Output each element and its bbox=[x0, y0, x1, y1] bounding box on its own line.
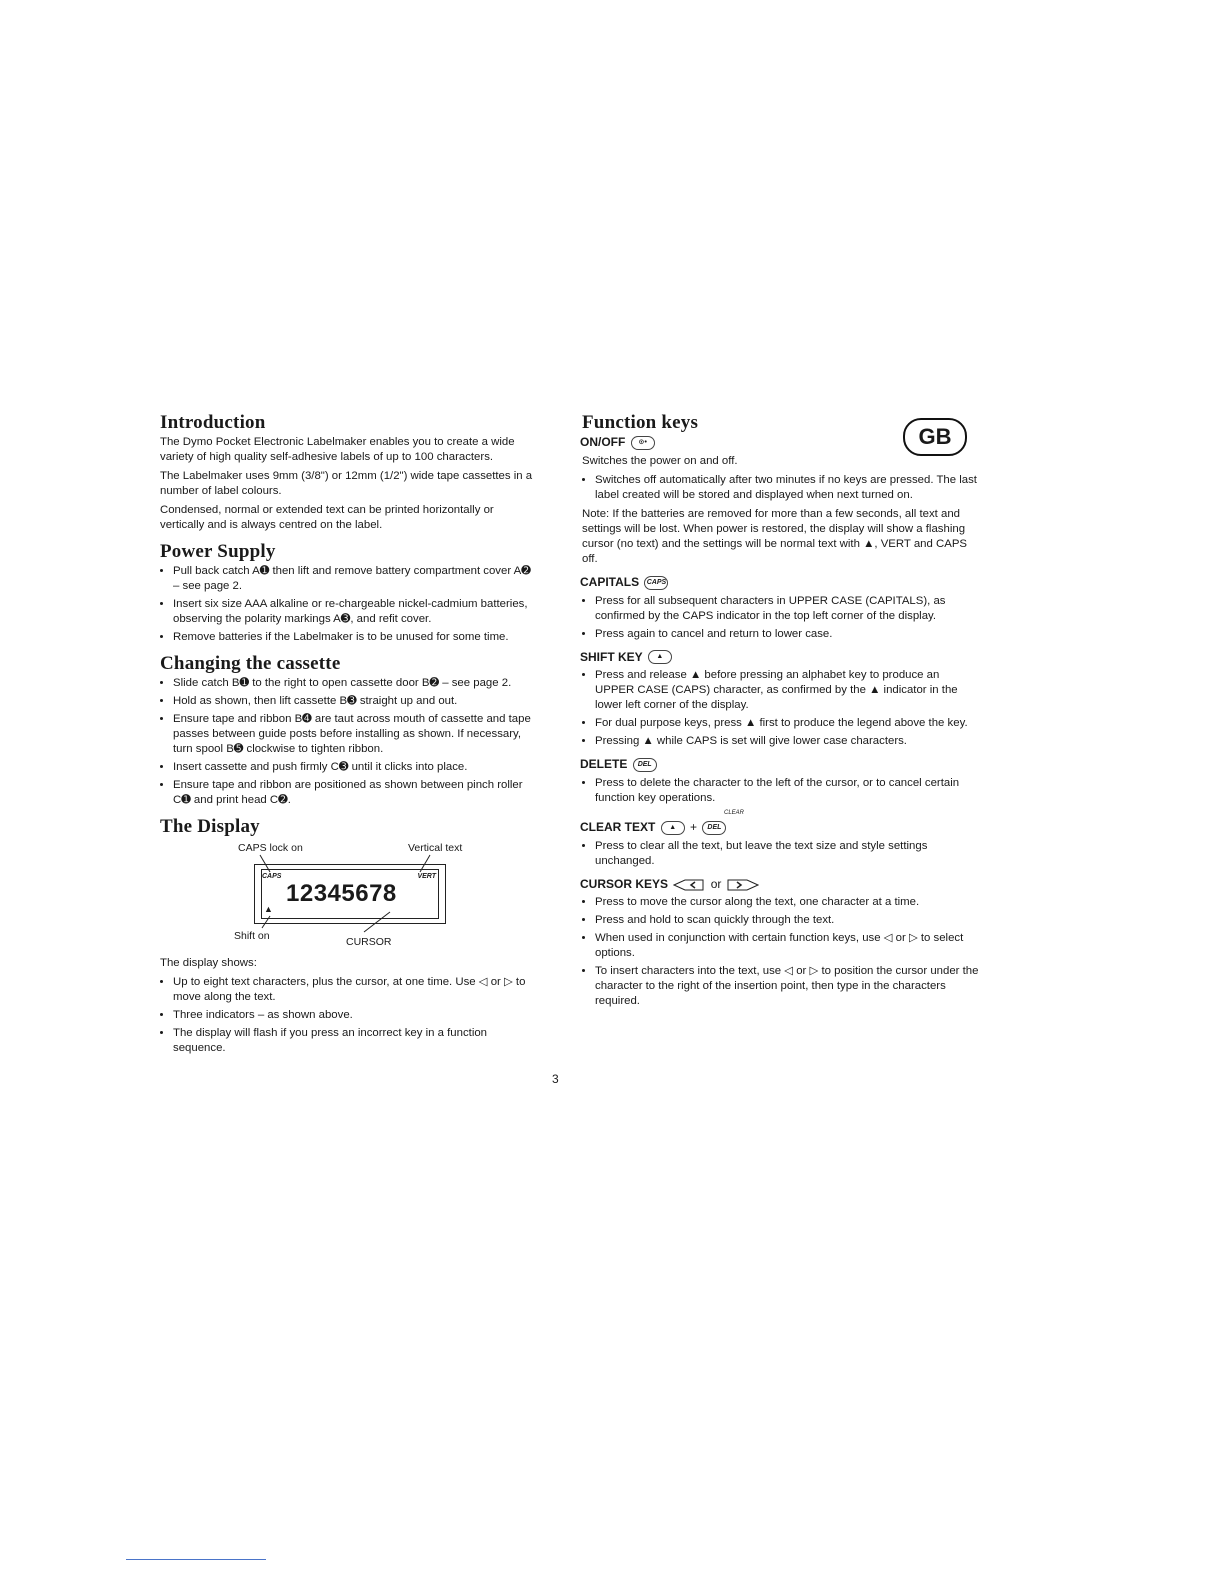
introduction-paragraph-1: The Dymo Pocket Electronic Labelmaker enables you to create a wide variety of high quality self-adhesive labels of up to 100 characters. bbox=[160, 436, 515, 463]
delete-heading bbox=[580, 757, 980, 772]
cassette-section bbox=[158, 653, 540, 808]
list-item: • Slide catch B➊ to the right to open cassette door B➋ – see page 2. bbox=[173, 676, 540, 691]
delete-heading-text: DELETE bbox=[580, 757, 628, 772]
list-item: • Three indicators – as shown above. bbox=[173, 1008, 540, 1023]
list-item: • Press and release ▲ before pressing an alphabet key to produce an UPPER CASE (CAPS) character, as confirmed by the ▲ indicator in the lower left corner of the display. bbox=[595, 668, 980, 713]
introduction-paragraph-3: Condensed, normal or extended text can be printed horizontally or vertically and is always centred on the label. bbox=[160, 504, 494, 531]
shift-heading-text: SHIFT KEY bbox=[580, 649, 643, 664]
capitals-section bbox=[580, 575, 980, 642]
display-diagram bbox=[158, 842, 540, 952]
list-item: • To insert characters into the text, use ◁ or ▷ to position the cursor under the character to the right of the insertion point, then type in the characters required. bbox=[595, 964, 980, 1009]
onoff-section bbox=[580, 435, 980, 567]
list-item: • Switches off automatically after two minutes if no keys are pressed. The last label created will be stored and displayed when next turned on. bbox=[595, 473, 980, 503]
cassette-heading: Changing the cassette bbox=[160, 653, 341, 674]
cursor-heading-text: CURSOR KEYS bbox=[580, 877, 669, 892]
or-text: or bbox=[710, 877, 722, 892]
list-item: • For dual purpose keys, press ▲ first to produce the legend above the key. bbox=[595, 716, 980, 731]
list-item: • Remove batteries if the Labelmaker is to be unused for some time. bbox=[173, 630, 540, 645]
display-shows-text: The display shows: bbox=[160, 957, 257, 969]
list-item: • Ensure tape and ribbon B➍ are taut across mouth of cassette and tape passes between guide posts before installing as shown. If necessary, turn spool B➎ clockwise to tighten ribbon. bbox=[173, 712, 540, 757]
introduction-section bbox=[158, 412, 540, 533]
power-key-icon: ⊙• bbox=[631, 436, 655, 450]
list-item: • Press and hold to scan quickly through the text. bbox=[595, 913, 980, 928]
onoff-paragraph: Switches the power on and off. bbox=[582, 454, 738, 467]
left-column bbox=[158, 412, 540, 1064]
caps-key-icon: CAPS bbox=[644, 576, 668, 590]
shift-on-label: Shift on bbox=[234, 930, 270, 942]
onoff-heading bbox=[580, 435, 980, 450]
cursor-left-icon bbox=[673, 879, 705, 891]
delete-section bbox=[580, 757, 980, 806]
shift-key-icon: ▲ bbox=[648, 650, 672, 664]
cursor-right-icon bbox=[727, 879, 759, 891]
clear-heading bbox=[580, 810, 980, 835]
capitals-heading bbox=[580, 575, 980, 590]
plus-sign: + bbox=[690, 820, 698, 835]
footer-rule bbox=[126, 1559, 266, 1560]
list-item: • Press to clear all the text, but leave the text size and style settings unchanged. bbox=[595, 839, 980, 869]
clear-heading-text: CLEAR TEXT bbox=[580, 820, 656, 835]
clear-key-legend: CLEAR bbox=[724, 810, 745, 817]
shift-key-icon: ▲ bbox=[661, 821, 685, 835]
caps-indicator: CAPS bbox=[262, 873, 282, 880]
list-item: • Insert cassette and push firmly C➌ until it clicks into place. bbox=[173, 760, 540, 775]
list-item: • The display will flash if you press an incorrect key in a function sequence. bbox=[173, 1026, 540, 1056]
list-item: • Ensure tape and ribbon are positioned as shown between pinch roller C➊ and print head C➋. bbox=[173, 778, 540, 808]
onoff-note: Note: If the batteries are removed for more than a few seconds, all text and settings will be lost. When power is restored, the display will show a flashing cursor (no text) and the settings will be normal text with ▲, VERT and CAPS off. bbox=[582, 507, 968, 565]
list-item: • Press to delete the character to the left of the cursor, or to cancel certain function key operations. bbox=[595, 776, 980, 806]
list-item: • Press to move the cursor along the text, one character at a time. bbox=[595, 895, 980, 910]
power-supply-list bbox=[158, 564, 540, 645]
shift-list bbox=[580, 668, 980, 749]
lcd-digits: 12345678 bbox=[286, 880, 397, 907]
capitals-heading-text: CAPITALS bbox=[580, 574, 640, 589]
power-supply-heading: Power Supply bbox=[160, 541, 276, 562]
diagram-leader-lines bbox=[158, 842, 458, 952]
introduction-heading: Introduction bbox=[160, 412, 266, 433]
introduction-paragraph-2: The Labelmaker uses 9mm (3/8") or 12mm (1/2") wide tape cassettes in a number of label colours. bbox=[160, 470, 533, 497]
delete-key-icon: DEL bbox=[633, 758, 657, 772]
list-item: • When used in conjunction with certain function keys, use ◁ or ▷ to select options. bbox=[595, 931, 980, 961]
list-item: • Pressing ▲ while CAPS is set will give lower case characters. bbox=[595, 734, 980, 749]
cursor-list bbox=[580, 895, 980, 1009]
shift-section bbox=[580, 650, 980, 750]
clear-list bbox=[580, 839, 980, 869]
display-section bbox=[158, 816, 540, 1056]
shift-heading bbox=[580, 650, 980, 665]
onoff-heading-text: ON/OFF bbox=[580, 435, 626, 449]
list-item: • Press for all subsequent characters in UPPER CASE (CAPITALS), as confirmed by the CAPS indicator in the top left corner of the display. bbox=[595, 594, 980, 624]
vert-indicator: VERT bbox=[417, 873, 436, 880]
clear-section bbox=[580, 810, 980, 869]
display-list bbox=[158, 975, 540, 1056]
right-column bbox=[580, 412, 980, 1013]
function-keys-heading: Function keys bbox=[582, 412, 699, 433]
cursor-label: CURSOR bbox=[346, 936, 392, 948]
vertical-text-label: Vertical text bbox=[408, 842, 463, 854]
cassette-list bbox=[158, 676, 540, 808]
country-badge: GB bbox=[903, 418, 967, 456]
list-item: • Pull back catch A➊ then lift and remove battery compartment cover A➋ – see page 2. bbox=[173, 564, 540, 594]
list-item: • Press again to cancel and return to lower case. bbox=[595, 627, 980, 642]
cursor-heading bbox=[580, 877, 980, 891]
cursor-section bbox=[580, 877, 980, 1009]
list-item: • Up to eight text characters, plus the cursor, at one time. Use ◁ or ▷ to move along the text. bbox=[173, 975, 540, 1005]
delete-key-icon: DEL bbox=[702, 821, 726, 835]
delete-list bbox=[580, 776, 980, 806]
capitals-list bbox=[580, 594, 980, 642]
shift-indicator-icon: ▲ bbox=[264, 904, 273, 914]
display-heading: The Display bbox=[160, 816, 260, 837]
power-supply-section bbox=[158, 541, 540, 645]
onoff-list bbox=[580, 473, 980, 503]
page-number: 3 bbox=[552, 1072, 559, 1086]
list-item: • Hold as shown, then lift cassette B➌ straight up and out. bbox=[173, 694, 540, 709]
list-item: • Insert six size AAA alkaline or re-chargeable nickel-cadmium batteries, observing the polarity markings A➌, and refit cover. bbox=[173, 597, 540, 627]
caps-lock-label: CAPS lock on bbox=[238, 842, 303, 854]
